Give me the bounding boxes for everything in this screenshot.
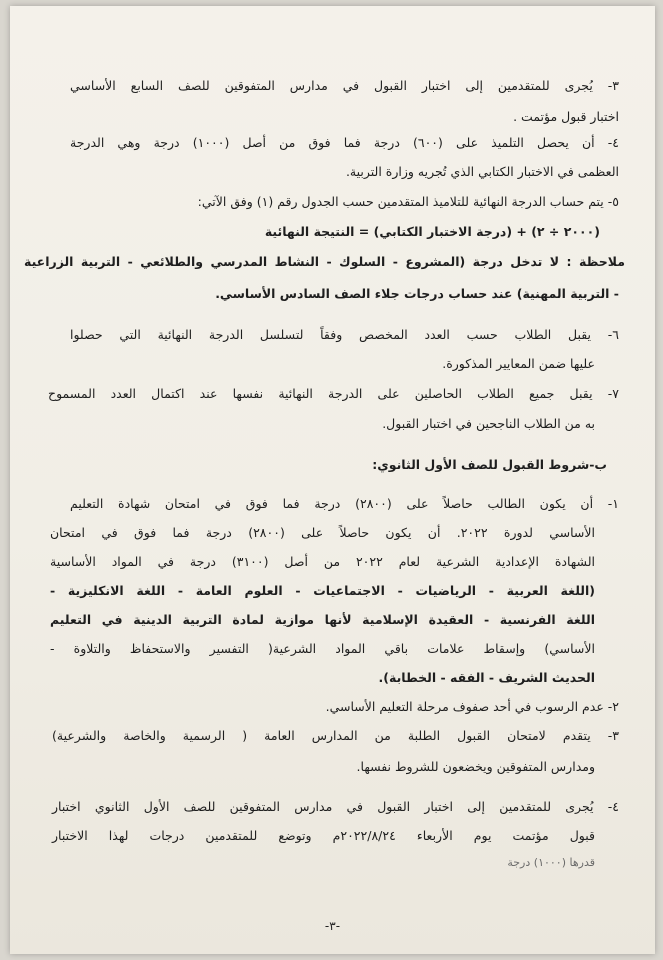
- rule-6-line-1: ٦- يقبل الطلاب حسب العدد المخصص وفقاً لتسلسل الدرجة النهائية التي حصلوا: [70, 327, 619, 342]
- b-rule-4-line-2: قبول مؤتمت يوم الأربعاء ٢٠٢٢/٨/٢٤م وتوضع للمتقدمين درجات لهذا الاختبار: [52, 828, 596, 843]
- document-page: [10, 6, 655, 954]
- rule-3-line-1: ٣- يُجرى للمتقدمين إلى اختبار القبول في مدارس المتفوقين للصف السابع الأساسي: [70, 78, 619, 93]
- rule-6-line-2: عليها ضمن المعايير المذكورة.: [442, 356, 595, 371]
- rule-4-line-1: ٤- أن يحصل التلميذ على (٦٠٠) درجة فما فوق من أصل (١٠٠٠) درجة وهي الدرجة: [70, 135, 619, 150]
- rule-3-line-2: اختبار قبول مؤتمت .: [513, 109, 619, 124]
- b-rule-1-line-7: الحديث الشريف - الفقه - الخطابة).: [378, 670, 595, 685]
- b-rule-4-line-3: قدرها (١٠٠٠) درجة: [507, 856, 595, 869]
- section-b-heading: ب-شروط القبول للصف الأول الثانوي:: [372, 457, 607, 472]
- note-line-2: - التربية المهنية) عند حساب درجات جلاء الصف السادس الأساسي.: [215, 286, 619, 301]
- rule-7-line-1: ٧- يقبل جميع الطلاب الحاصلين على الدرجة النهائية نفسها عند اكتمال العدد المسموح: [48, 386, 619, 401]
- b-rule-1-line-2: الأساسي لدورة ٢٠٢٢. أن يكون حاصلاً على (٢٨٠٠) درجة فما فوق في امتحان: [50, 525, 595, 540]
- b-rule-1-line-6: الأساسي) وإسقاط علامات باقي المواد الشرعية( التفسير والاستحفاظ والتلاوة -: [50, 641, 595, 656]
- b-rule-4-line-1: ٤- يُجرى للمتقدمين إلى اختبار القبول في مدارس المتفوقين للصف الأول الثانوي اختبار: [52, 799, 619, 814]
- rule-4-line-2: العظمى في الاختبار الكتابي الذي تُجريه وزارة التربية.: [345, 164, 619, 179]
- b-rule-1-line-4: (اللغة العربية - الرياضيات - الاجتماعيات - العلوم العامة - اللغة الانكليزية -: [50, 583, 595, 598]
- page-number: -٣-: [324, 919, 341, 933]
- formula-line: (٢٠٠٠ ÷ ٢) + (درجة الاختبار الكتابي) = النتيجة النهائية: [264, 224, 600, 239]
- b-rule-3-line-2: ومدارس المتفوقين ويخضعون للشروط نفسها.: [356, 759, 595, 774]
- b-rule-1-line-3: الشهادة الإعدادية الشرعية لعام ٢٠٢٢ من أصل (٣١٠٠) درجة في المواد الأساسية: [50, 554, 595, 569]
- b-rule-1-line-5: اللغة الفرنسية - العقيدة الإسلامية لأنها موازية لمادة التربية الدينية في التعليم: [50, 612, 595, 627]
- b-rule-1-line-1: ١- أن يكون الطالب حاصلاً على (٢٨٠٠) درجة فما فوق في امتحان شهادة التعليم: [70, 496, 620, 511]
- b-rule-3-line-1: ٣- يتقدم لامتحان القبول الطلبة من المدارس العامة ( الرسمية والخاصة والشرعية): [52, 728, 619, 743]
- rule-7-line-2: به من الطلاب الناجحين في اختبار القبول.: [382, 416, 595, 431]
- note-line-1: ملاحظة : لا تدخل درجة (المشروع - السلوك - النشاط المدرسي والطلائعي - التربية الزراعية: [24, 254, 625, 269]
- rule-5-line-1: ٥- يتم حساب الدرجة النهائية للتلاميذ المتقدمين حسب الجدول رقم (١) وفق الآتي:: [197, 194, 619, 209]
- b-rule-2-line: ٢- عدم الرسوب في أحد صفوف مرحلة التعليم الأساسي.: [325, 699, 619, 714]
